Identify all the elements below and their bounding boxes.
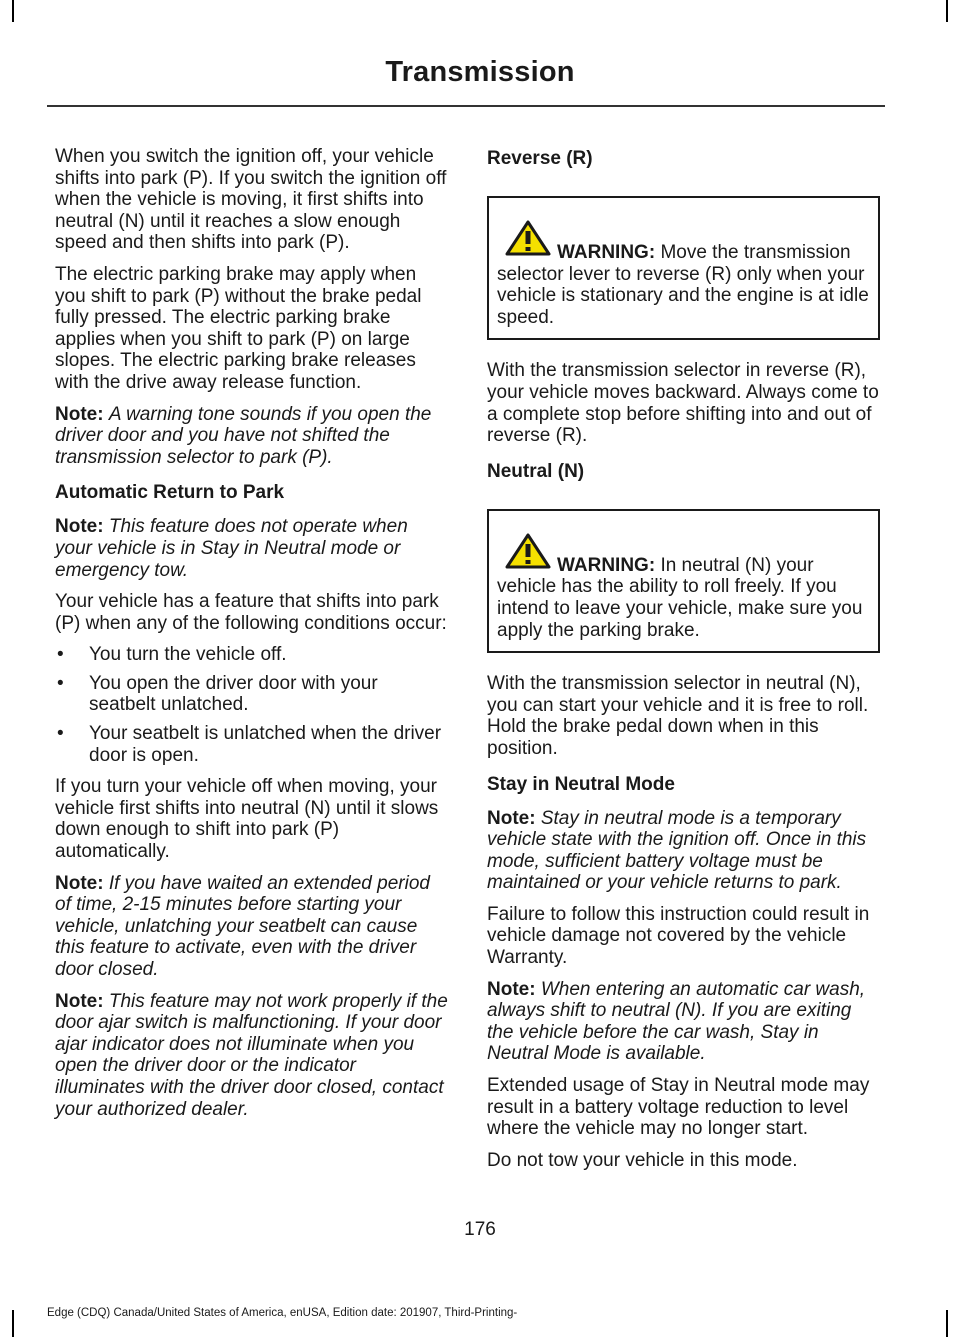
page-number: 176 xyxy=(464,1219,496,1240)
note xyxy=(487,979,880,1065)
paragraph: Extended usage of Stay in Neutral mode may result in a battery voltage reduction to level where the vehicle may no longer start. xyxy=(487,1075,870,1140)
note xyxy=(487,808,880,894)
list-item-text: Your seatbelt is unlatched when the driver door is open. xyxy=(89,723,442,766)
note-label: Note: xyxy=(487,978,536,1000)
crop-mark xyxy=(12,1310,14,1337)
warning-box xyxy=(487,196,880,340)
paragraph: With the transmission selector in reverse (R), your vehicle moves backward. Always come to a complete stop before shifting into and out of reverse (R). xyxy=(487,360,879,447)
warning-text: In neutral (N) your vehicle has the ability to roll freely. If you intend to leave your vehicle, make sure you apply the parking brake. xyxy=(497,554,863,641)
note-label: Note: xyxy=(55,516,104,538)
warning-triangle-icon xyxy=(505,533,551,569)
note-label: Note: xyxy=(55,990,104,1012)
warning-text-block xyxy=(497,226,870,328)
note-text: This feature does not operate when your vehicle is in Stay in Neutral mode or emergency tow. xyxy=(55,516,408,581)
left-column xyxy=(55,146,448,1130)
list-item xyxy=(55,723,448,766)
section-heading: Automatic Return to Park xyxy=(55,482,285,504)
crop-mark xyxy=(946,1310,948,1337)
list-item xyxy=(55,673,448,716)
header-divider xyxy=(47,105,885,107)
note-text: Stay in neutral mode is a temporary vehicle state with the ignition off. Once in this mode, sufficient battery voltage must be maintained or your vehicle returns to park. xyxy=(487,807,867,894)
warning-text-block xyxy=(497,539,870,641)
list-item xyxy=(55,644,448,666)
paragraph: The electric parking brake may apply when you shift to park (P) without the brake pedal fully pressed. The electric parking brake applies when you shift to park (P) on large slopes. The electric parking brake releases with the drive away release function. xyxy=(55,263,422,393)
list-item-text: You turn the vehicle off. xyxy=(89,644,287,666)
page-title: Transmission xyxy=(385,56,575,88)
note-text: If you have waited an extended period of time, 2-15 minutes before starting your vehicle, unlatching your seatbelt can cause this feature to activate, even with the driver door closed. xyxy=(55,872,430,980)
right-column xyxy=(487,146,880,1181)
warning-label: WARNING: xyxy=(557,242,656,263)
section-heading: Neutral (N) xyxy=(487,460,585,482)
bullet-list xyxy=(55,644,448,766)
paragraph: Your vehicle has a feature that shifts into park (P) when any of the following conditions occur: xyxy=(55,591,447,634)
warning-triangle-icon xyxy=(505,220,551,256)
section-heading: Reverse (R) xyxy=(487,148,593,169)
crop-mark xyxy=(12,0,14,22)
paragraph: With the transmission selector in neutral (N), you can start your vehicle and it is free to roll. Hold the brake pedal down when in this position. xyxy=(487,673,869,759)
list-item-text: You open the driver door with your seatbelt unlatched. xyxy=(89,672,378,716)
paragraph: If you turn your vehicle off when moving, your vehicle first shifts into neutral (N) until it slows down enough to shift into park (P) automatically. xyxy=(55,776,439,863)
note-label: Note: xyxy=(55,872,104,894)
paragraph: Do not tow your vehicle in this mode. xyxy=(487,1149,798,1171)
edition-footer: Edge (CDQ) Canada/United States of America, enUSA, Edition date: 201907, Third-Printing- xyxy=(47,1307,518,1319)
bullet-glyph: • xyxy=(57,723,64,745)
crop-mark xyxy=(946,0,948,22)
note xyxy=(55,991,448,1121)
bullet-glyph: • xyxy=(57,672,64,694)
note xyxy=(55,516,448,581)
warning-label: WARNING: xyxy=(557,554,656,576)
note-label: Note: xyxy=(487,807,536,829)
paragraph: Failure to follow this instruction could result in vehicle damage not covered by the vehicle Warranty. xyxy=(487,903,870,969)
note-label: Note: xyxy=(55,403,104,425)
note xyxy=(55,873,448,981)
note xyxy=(55,404,448,469)
bullet-glyph: • xyxy=(57,644,64,666)
paragraph: When you switch the ignition off, your vehicle shifts into park (P). If you switch the ignition off when the vehicle is moving, it first shifts into neutral (N) until it reaches a slow enough speed and then shifts into park (P). xyxy=(55,146,447,254)
note-text: This feature may not work properly if the door ajar switch is malfunctioning. If your door ajar indicator does not illuminate when you open the driver door or the indicator illuminates with the driver door closed, contact your authorized dealer. xyxy=(55,990,448,1120)
note-text: When entering an automatic car wash, always shift to neutral (N). If you are exiting the vehicle before the car wash, Stay in Neutral Mode is available. xyxy=(487,978,866,1065)
section-heading: Stay in Neutral Mode xyxy=(487,773,675,795)
warning-box xyxy=(487,509,880,653)
note-text: A warning tone sounds if you open the driver door and you have not shifted the transmission selector to park (P). xyxy=(55,403,432,468)
warning-text: Move the transmission selector lever to reverse (R) only when your vehicle is stationary and the engine is at idle speed. xyxy=(497,242,869,328)
